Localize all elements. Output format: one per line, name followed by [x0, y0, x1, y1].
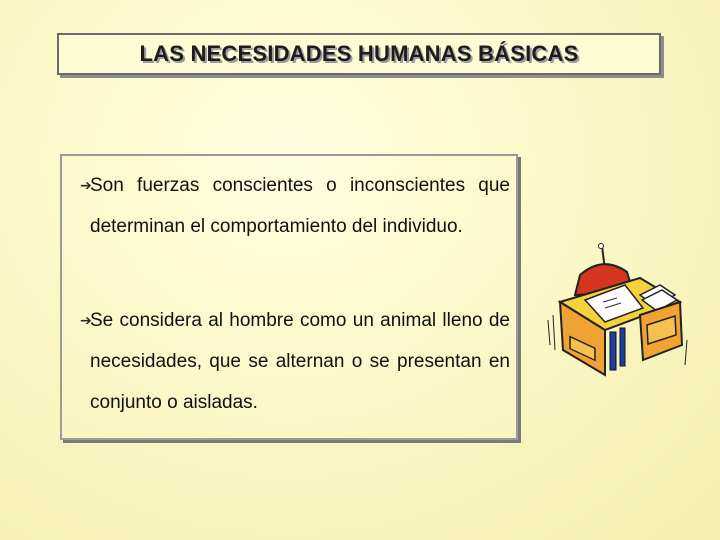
- desk-clipart-icon: [545, 240, 705, 390]
- slide-title: LAS NECESIDADES HUMANAS BÁSICAS: [139, 41, 579, 66]
- arrow-right-icon: ➔: [80, 177, 92, 193]
- title-box: [57, 33, 661, 75]
- bullet-text: Son fuerzas conscientes o inconscientes que determinan el comportamiento del individuo.: [90, 175, 510, 237]
- bullet-text: Se considera al hombre como un animal lleno de necesidades, que se alternan o se presentan en conjunto o aisladas.: [90, 310, 510, 413]
- arrow-right-icon: ➔: [80, 312, 92, 328]
- bullet-item: [80, 300, 510, 423]
- bullet-item: [80, 165, 510, 247]
